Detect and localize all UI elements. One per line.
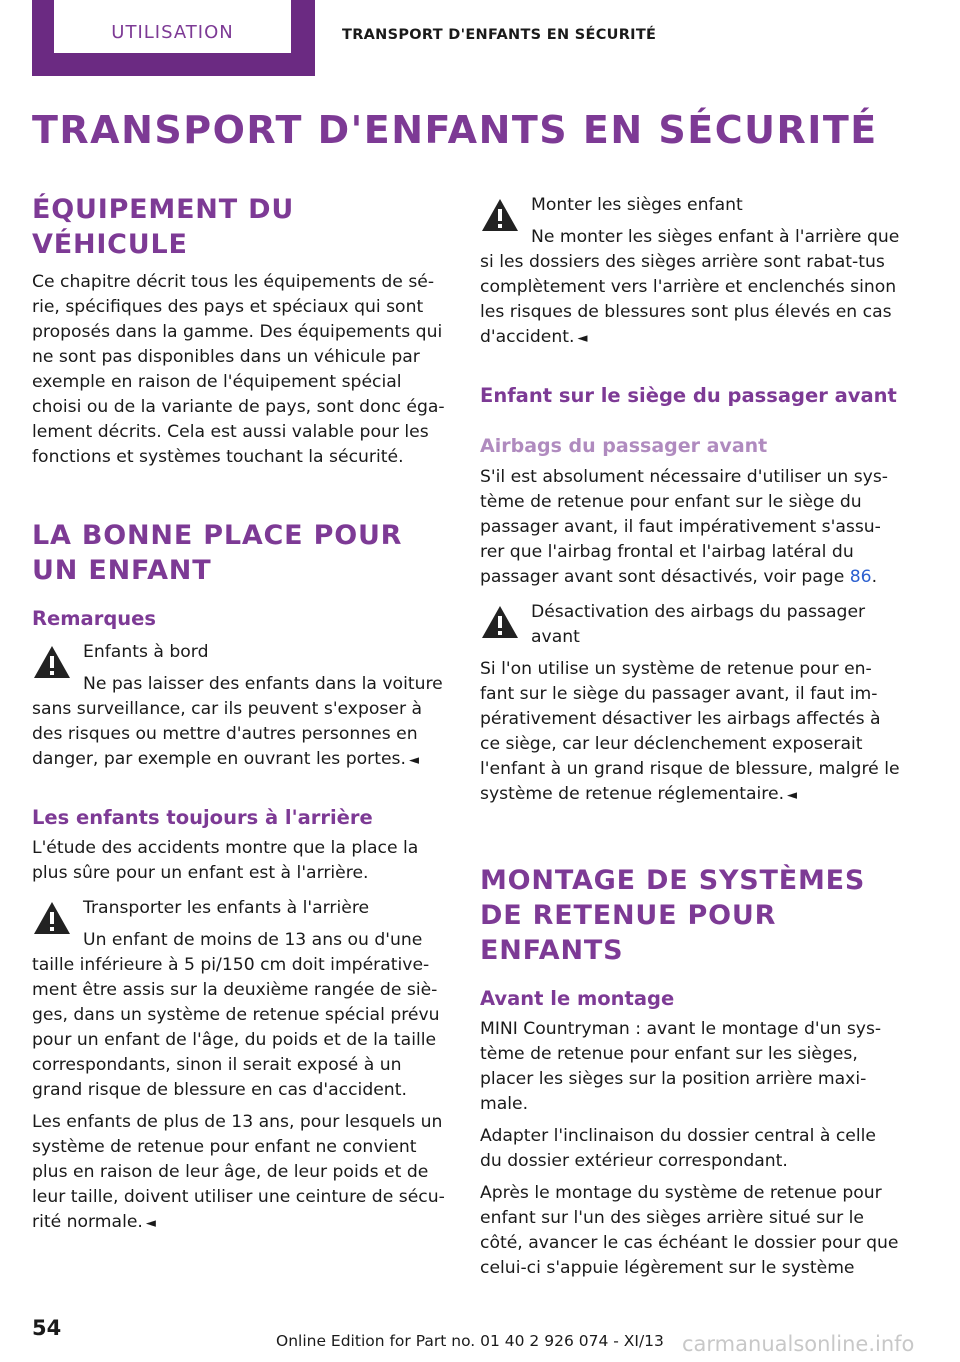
warning-triangle-icon <box>32 900 72 936</box>
warning-enfants-a-bord <box>32 640 452 773</box>
warning-text-body: Les enfants de plus de 13 ans, pour lesquels un système de retenue pour enfant ne convient plus en raison de leur âge, de leur poids et de leur taille, doivent utiliser une ceinture de sécu‐rité normale. <box>32 1112 445 1232</box>
heading-enfants-arriere: Les enfants toujours à l'arrière <box>32 806 373 829</box>
heading-remarques: Remarques <box>32 607 157 630</box>
warning-text-body: Si l'on utilise un système de retenue pour en‐fant sur le siège du passager avant, il faut im‐pérativement désactiver les airbags affectés à ce siège, car leur déclenchement exposerait l'enfant à un grand risque de blessure, malgré le système de retenue réglementaire. <box>480 659 900 804</box>
heading-montage-systemes: MONTAGE DE SYSTÈMES DE RETENUE POUR ENFANTS <box>480 865 866 966</box>
page-title: TRANSPORT D'ENFANTS EN SÉCURITÉ <box>32 108 878 152</box>
warning-text: Un enfant de moins de 13 ans ou d'une taille inférieure à 5 pi/150 cm doit impérative‐ment être assis sur la deuxième rangée de siè‐ges, dans un système de retenue spécial prévu pour un enfant de l'âge, du poids et de la taille correspondants, sinon il serait exposé à un grand risque de blessure en cas d'accident. <box>32 930 440 1100</box>
warning-triangle-icon <box>480 604 520 640</box>
header-tab-label: UTILISATION <box>111 22 234 43</box>
end-mark: ◄ <box>787 788 798 803</box>
end-mark: ◄ <box>145 1216 156 1231</box>
warning-transporter-arriere <box>32 896 452 1236</box>
paragraph-airbags <box>480 465 900 590</box>
heading-equipement: ÉQUIPEMENT DU VÉHICULE <box>32 194 295 260</box>
footer-edition: Online Edition for Part no. 01 40 2 926 074 - XI/13 <box>276 1332 664 1350</box>
warning-text <box>32 672 452 773</box>
warning-text <box>480 657 900 808</box>
warning-monter-sieges <box>480 193 900 351</box>
heading-enfant-passager: Enfant sur le siège du passager avant <box>480 384 897 407</box>
paragraph-montage-3: Après le montage du système de retenue pour enfant sur l'un des sièges arrière situé sur le côté, avancer le cas échéant le dossier pour que celui-ci s'appuie légèrement sur le système <box>480 1183 899 1278</box>
warning-triangle-icon <box>480 197 520 233</box>
warning-title: Monter les sièges enfant <box>531 195 743 215</box>
warning-text-body: Ne monter les sièges enfant à l'arrière que si les dossiers des sièges arrière sont rabat‐tus complètement vers l'arrière et enclenchés sinon les risques de blessures sont plus élevés en cas d'accident. <box>480 227 900 347</box>
page-reference-link[interactable]: 86 <box>849 567 872 587</box>
paragraph-equipement: Ce chapitre décrit tous les équipements de sé‐rie, spécifiques des pays et spéciaux qui sont proposés dans la gamme. Des équipements qui ne sont pas disponibles dans un véhicule par exemple en raison de l'équipement spécial choisi ou de la variante de pays, sont donc éga‐lement décrits. Cela est aussi valable pour les fonctions et systèmes touchant la sécurité. <box>32 272 445 467</box>
warning-title: Transporter les enfants à l'arrière <box>83 898 370 918</box>
warning-text-continued <box>32 1110 452 1236</box>
paragraph-montage-1: MINI Countryman : avant le montage d'un sys‐tème de retenue pour enfant sur les sièges, placer les sièges sur la position arrière maxi‐male. <box>480 1019 882 1114</box>
paragraph-airbags-end: . <box>871 567 878 587</box>
heading-bonne-place: LA BONNE PLACE POUR UN ENFANT <box>32 520 403 586</box>
warning-triangle-icon <box>32 644 72 680</box>
page-number: 54 <box>32 1316 62 1340</box>
paragraph-airbags-text: S'il est absolument nécessaire d'utiliser un sys‐tème de retenue pour enfant sur le siège du passager avant, il faut impérativement s'assu‐rer que l'airbag frontal et l'airbag latéral du passager avant sont désactivés, voir page <box>480 467 888 587</box>
header-section-label: TRANSPORT D'ENFANTS EN SÉCURITÉ <box>342 27 657 43</box>
warning-title: Enfants à bord <box>83 642 209 662</box>
warning-desactivation-airbags <box>480 600 900 808</box>
watermark: carmanualsonline.info <box>682 1332 915 1356</box>
warning-title: Désactivation des airbags du passager avant <box>531 602 866 647</box>
heading-airbags-passager: Airbags du passager avant <box>480 435 768 457</box>
left-column <box>32 192 452 1236</box>
end-mark: ◄ <box>577 331 588 346</box>
warning-text-body: Ne pas laisser des enfants dans la voiture sans surveillance, car ils peuvent s'exposer à des risques ou mettre d'autres personnes en danger, par exemple en ouvrant les portes. <box>32 674 443 769</box>
paragraph-montage-2: Adapter l'inclinaison du dossier central à celle du dossier extérieur correspondant. <box>480 1126 876 1171</box>
end-mark: ◄ <box>408 753 419 768</box>
warning-text <box>480 225 900 351</box>
heading-avant-montage: Avant le montage <box>480 987 675 1010</box>
paragraph-enfants-arriere: L'étude des accidents montre que la place la plus sûre pour un enfant est à l'arrière. <box>32 838 419 883</box>
right-column <box>480 193 900 1281</box>
